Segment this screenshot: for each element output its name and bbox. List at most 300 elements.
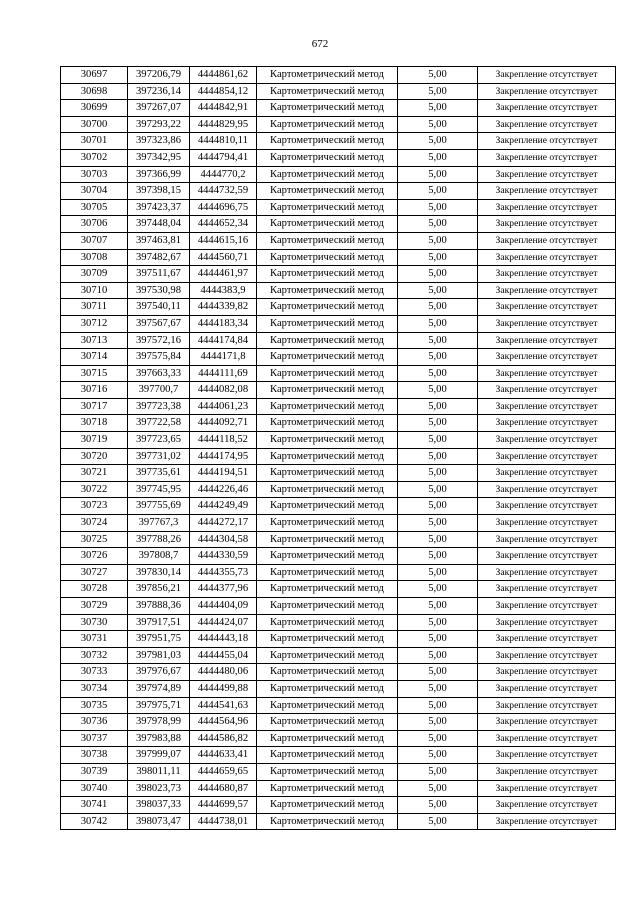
- accuracy-cell: 5,00: [398, 598, 478, 615]
- method-cell: Картометрический метод: [257, 697, 398, 714]
- accuracy-cell: 5,00: [398, 432, 478, 449]
- accuracy-cell: 5,00: [398, 564, 478, 581]
- point-number-cell: 30699: [61, 100, 128, 117]
- method-cell: Картометрический метод: [257, 232, 398, 249]
- x-coordinate-cell: 397511,67: [128, 266, 190, 283]
- method-cell: Картометрический метод: [257, 365, 398, 382]
- point-number-cell: 30709: [61, 266, 128, 283]
- point-number-cell: 30722: [61, 481, 128, 498]
- accuracy-cell: 5,00: [398, 232, 478, 249]
- fixation-cell: Закрепление отсутствует: [478, 266, 616, 283]
- table-row: [61, 448, 616, 465]
- fixation-cell: Закрепление отсутствует: [478, 747, 616, 764]
- x-coordinate-cell: 397917,51: [128, 614, 190, 631]
- accuracy-cell: 5,00: [398, 199, 478, 216]
- accuracy-cell: 5,00: [398, 315, 478, 332]
- point-number-cell: 30718: [61, 415, 128, 432]
- fixation-cell: Закрепление отсутствует: [478, 598, 616, 615]
- point-number-cell: 30705: [61, 199, 128, 216]
- method-cell: Картометрический метод: [257, 515, 398, 532]
- point-number-cell: 30728: [61, 581, 128, 598]
- x-coordinate-cell: 397735,61: [128, 465, 190, 482]
- page-number: 672: [311, 38, 329, 50]
- y-coordinate-cell: 4444404,09: [190, 598, 257, 615]
- table-row: [61, 100, 616, 117]
- y-coordinate-cell: 4444174,95: [190, 448, 257, 465]
- y-coordinate-cell: 4444861,62: [190, 67, 257, 84]
- accuracy-cell: 5,00: [398, 365, 478, 382]
- x-coordinate-cell: 397572,16: [128, 332, 190, 349]
- y-coordinate-cell: 4444794,41: [190, 149, 257, 166]
- x-coordinate-cell: 397975,71: [128, 697, 190, 714]
- table-row: [61, 498, 616, 515]
- method-cell: Картометрический метод: [257, 282, 398, 299]
- table-row: [61, 730, 616, 747]
- fixation-cell: Закрепление отсутствует: [478, 332, 616, 349]
- y-coordinate-cell: 4444355,73: [190, 564, 257, 581]
- x-coordinate-cell: 397267,07: [128, 100, 190, 117]
- method-cell: Картометрический метод: [257, 216, 398, 233]
- fixation-cell: Закрепление отсутствует: [478, 564, 616, 581]
- y-coordinate-cell: 4444652,34: [190, 216, 257, 233]
- y-coordinate-cell: 4444659,65: [190, 763, 257, 780]
- point-number-cell: 30710: [61, 282, 128, 299]
- method-cell: Картометрический метод: [257, 299, 398, 316]
- accuracy-cell: 5,00: [398, 116, 478, 133]
- table-row: [61, 697, 616, 714]
- y-coordinate-cell: 4444111,69: [190, 365, 257, 382]
- x-coordinate-cell: 397398,15: [128, 183, 190, 200]
- y-coordinate-cell: 4444541,63: [190, 697, 257, 714]
- y-coordinate-cell: 4444377,96: [190, 581, 257, 598]
- fixation-cell: Закрепление отсутствует: [478, 631, 616, 648]
- fixation-cell: Закрепление отсутствует: [478, 531, 616, 548]
- fixation-cell: Закрепление отсутствует: [478, 780, 616, 797]
- accuracy-cell: 5,00: [398, 548, 478, 565]
- fixation-cell: Закрепление отсутствует: [478, 415, 616, 432]
- table-row: [61, 780, 616, 797]
- x-coordinate-cell: 397723,65: [128, 432, 190, 449]
- point-number-cell: 30742: [61, 813, 128, 830]
- table-row: [61, 83, 616, 100]
- point-number-cell: 30725: [61, 531, 128, 548]
- y-coordinate-cell: 4444461,97: [190, 266, 257, 283]
- point-number-cell: 30707: [61, 232, 128, 249]
- fixation-cell: Закрепление отсутствует: [478, 299, 616, 316]
- table-row: [61, 349, 616, 366]
- method-cell: Картометрический метод: [257, 133, 398, 150]
- x-coordinate-cell: 397567,67: [128, 315, 190, 332]
- y-coordinate-cell: 4444174,84: [190, 332, 257, 349]
- fixation-cell: Закрепление отсутствует: [478, 133, 616, 150]
- table-row: [61, 365, 616, 382]
- fixation-cell: Закрепление отсутствует: [478, 813, 616, 830]
- point-number-cell: 30711: [61, 299, 128, 316]
- accuracy-cell: 5,00: [398, 382, 478, 399]
- fixation-cell: Закрепление отсутствует: [478, 216, 616, 233]
- fixation-cell: Закрепление отсутствует: [478, 697, 616, 714]
- method-cell: Картометрический метод: [257, 266, 398, 283]
- y-coordinate-cell: 4444171,8: [190, 349, 257, 366]
- point-number-cell: 30723: [61, 498, 128, 515]
- point-number-cell: 30724: [61, 515, 128, 532]
- table-row: [61, 67, 616, 84]
- point-number-cell: 30713: [61, 332, 128, 349]
- method-cell: Картометрический метод: [257, 548, 398, 565]
- table-row: [61, 232, 616, 249]
- x-coordinate-cell: 397723,38: [128, 398, 190, 415]
- y-coordinate-cell: 4444249,49: [190, 498, 257, 515]
- point-number-cell: 30708: [61, 249, 128, 266]
- point-number-cell: 30701: [61, 133, 128, 150]
- x-coordinate-cell: 397323,86: [128, 133, 190, 150]
- table-row: [61, 415, 616, 432]
- fixation-cell: Закрепление отсутствует: [478, 199, 616, 216]
- x-coordinate-cell: 397700,7: [128, 382, 190, 399]
- point-number-cell: 30739: [61, 763, 128, 780]
- method-cell: Картометрический метод: [257, 564, 398, 581]
- accuracy-cell: 5,00: [398, 149, 478, 166]
- x-coordinate-cell: 397530,98: [128, 282, 190, 299]
- accuracy-cell: 5,00: [398, 747, 478, 764]
- y-coordinate-cell: 4444560,71: [190, 249, 257, 266]
- method-cell: Картометрический метод: [257, 797, 398, 814]
- accuracy-cell: 5,00: [398, 299, 478, 316]
- table-row: [61, 382, 616, 399]
- accuracy-cell: 5,00: [398, 730, 478, 747]
- point-number-cell: 30720: [61, 448, 128, 465]
- x-coordinate-cell: 397448,04: [128, 216, 190, 233]
- point-number-cell: 30736: [61, 714, 128, 731]
- y-coordinate-cell: 4444732,59: [190, 183, 257, 200]
- point-number-cell: 30732: [61, 647, 128, 664]
- point-number-cell: 30731: [61, 631, 128, 648]
- table-row: [61, 398, 616, 415]
- x-coordinate-cell: 397951,75: [128, 631, 190, 648]
- y-coordinate-cell: 4444272,17: [190, 515, 257, 532]
- y-coordinate-cell: 4444183,34: [190, 315, 257, 332]
- accuracy-cell: 5,00: [398, 498, 478, 515]
- table-row: [61, 531, 616, 548]
- point-number-cell: 30698: [61, 83, 128, 100]
- accuracy-cell: 5,00: [398, 415, 478, 432]
- y-coordinate-cell: 4444092,71: [190, 415, 257, 432]
- point-number-cell: 30697: [61, 67, 128, 84]
- fixation-cell: Закрепление отсутствует: [478, 282, 616, 299]
- y-coordinate-cell: 4444480,06: [190, 664, 257, 681]
- method-cell: Картометрический метод: [257, 448, 398, 465]
- table-row: [61, 315, 616, 332]
- fixation-cell: Закрепление отсутствует: [478, 67, 616, 84]
- fixation-cell: Закрепление отсутствует: [478, 349, 616, 366]
- method-cell: Картометрический метод: [257, 714, 398, 731]
- method-cell: Картометрический метод: [257, 614, 398, 631]
- x-coordinate-cell: 397888,36: [128, 598, 190, 615]
- method-cell: Картометрический метод: [257, 116, 398, 133]
- y-coordinate-cell: 4444061,23: [190, 398, 257, 415]
- table-row: [61, 581, 616, 598]
- x-coordinate-cell: 397745,95: [128, 481, 190, 498]
- accuracy-cell: 5,00: [398, 515, 478, 532]
- y-coordinate-cell: 4444829,95: [190, 116, 257, 133]
- point-number-cell: 30726: [61, 548, 128, 565]
- y-coordinate-cell: 4444082,08: [190, 382, 257, 399]
- table-row: [61, 631, 616, 648]
- accuracy-cell: 5,00: [398, 581, 478, 598]
- y-coordinate-cell: 4444339,82: [190, 299, 257, 316]
- method-cell: Картометрический метод: [257, 730, 398, 747]
- accuracy-cell: 5,00: [398, 216, 478, 233]
- point-number-cell: 30737: [61, 730, 128, 747]
- x-coordinate-cell: 397342,95: [128, 149, 190, 166]
- method-cell: Картометрический метод: [257, 199, 398, 216]
- method-cell: Картометрический метод: [257, 315, 398, 332]
- x-coordinate-cell: 397463,81: [128, 232, 190, 249]
- fixation-cell: Закрепление отсутствует: [478, 83, 616, 100]
- y-coordinate-cell: 4444810,11: [190, 133, 257, 150]
- fixation-cell: Закрепление отсутствует: [478, 498, 616, 515]
- accuracy-cell: 5,00: [398, 763, 478, 780]
- accuracy-cell: 5,00: [398, 680, 478, 697]
- x-coordinate-cell: 397575,84: [128, 349, 190, 366]
- accuracy-cell: 5,00: [398, 398, 478, 415]
- x-coordinate-cell: 398073,47: [128, 813, 190, 830]
- fixation-cell: Закрепление отсутствует: [478, 183, 616, 200]
- y-coordinate-cell: 4444696,75: [190, 199, 257, 216]
- y-coordinate-cell: 4444443,18: [190, 631, 257, 648]
- fixation-cell: Закрепление отсутствует: [478, 382, 616, 399]
- x-coordinate-cell: 397974,89: [128, 680, 190, 697]
- y-coordinate-cell: 4444738,01: [190, 813, 257, 830]
- x-coordinate-cell: 397540,11: [128, 299, 190, 316]
- accuracy-cell: 5,00: [398, 83, 478, 100]
- method-cell: Картометрический метод: [257, 249, 398, 266]
- method-cell: Картометрический метод: [257, 581, 398, 598]
- method-cell: Картометрический метод: [257, 149, 398, 166]
- y-coordinate-cell: 4444330,59: [190, 548, 257, 565]
- point-number-cell: 30706: [61, 216, 128, 233]
- y-coordinate-cell: 4444304,58: [190, 531, 257, 548]
- table-row: [61, 282, 616, 299]
- y-coordinate-cell: 4444226,46: [190, 481, 257, 498]
- y-coordinate-cell: 4444499,88: [190, 680, 257, 697]
- y-coordinate-cell: 4444842,91: [190, 100, 257, 117]
- y-coordinate-cell: 4444564,96: [190, 714, 257, 731]
- fixation-cell: Закрепление отсутствует: [478, 249, 616, 266]
- accuracy-cell: 5,00: [398, 332, 478, 349]
- point-number-cell: 30729: [61, 598, 128, 615]
- accuracy-cell: 5,00: [398, 100, 478, 117]
- x-coordinate-cell: 397767,3: [128, 515, 190, 532]
- accuracy-cell: 5,00: [398, 249, 478, 266]
- point-number-cell: 30735: [61, 697, 128, 714]
- method-cell: Картометрический метод: [257, 183, 398, 200]
- accuracy-cell: 5,00: [398, 714, 478, 731]
- point-number-cell: 30734: [61, 680, 128, 697]
- x-coordinate-cell: 397236,14: [128, 83, 190, 100]
- method-cell: Картометрический метод: [257, 166, 398, 183]
- x-coordinate-cell: 397722,58: [128, 415, 190, 432]
- table-row: [61, 813, 616, 830]
- fixation-cell: Закрепление отсутствует: [478, 515, 616, 532]
- table-row: [61, 299, 616, 316]
- y-coordinate-cell: 4444118,52: [190, 432, 257, 449]
- y-coordinate-cell: 4444699,57: [190, 797, 257, 814]
- method-cell: Картометрический метод: [257, 432, 398, 449]
- x-coordinate-cell: 397788,26: [128, 531, 190, 548]
- fixation-cell: Закрепление отсутствует: [478, 398, 616, 415]
- accuracy-cell: 5,00: [398, 266, 478, 283]
- table-row: [61, 680, 616, 697]
- table-row: [61, 481, 616, 498]
- table-row: [61, 564, 616, 581]
- x-coordinate-cell: 397293,22: [128, 116, 190, 133]
- x-coordinate-cell: 397808,7: [128, 548, 190, 565]
- table-row: [61, 714, 616, 731]
- y-coordinate-cell: 4444383,9: [190, 282, 257, 299]
- accuracy-cell: 5,00: [398, 813, 478, 830]
- fixation-cell: Закрепление отсутствует: [478, 432, 616, 449]
- point-number-cell: 30714: [61, 349, 128, 366]
- accuracy-cell: 5,00: [398, 67, 478, 84]
- accuracy-cell: 5,00: [398, 166, 478, 183]
- point-number-cell: 30703: [61, 166, 128, 183]
- method-cell: Картометрический метод: [257, 598, 398, 615]
- method-cell: Картометрический метод: [257, 498, 398, 515]
- table-row: [61, 332, 616, 349]
- x-coordinate-cell: 397978,99: [128, 714, 190, 731]
- table-row: [61, 266, 616, 283]
- x-coordinate-cell: 398037,33: [128, 797, 190, 814]
- method-cell: Картометрический метод: [257, 67, 398, 84]
- accuracy-cell: 5,00: [398, 614, 478, 631]
- x-coordinate-cell: 397366,99: [128, 166, 190, 183]
- accuracy-cell: 5,00: [398, 697, 478, 714]
- fixation-cell: Закрепление отсутствует: [478, 548, 616, 565]
- method-cell: Картометрический метод: [257, 465, 398, 482]
- point-number-cell: 30715: [61, 365, 128, 382]
- method-cell: Картометрический метод: [257, 631, 398, 648]
- table-row: [61, 598, 616, 615]
- table-row: [61, 797, 616, 814]
- table-row: [61, 515, 616, 532]
- fixation-cell: Закрепление отсутствует: [478, 232, 616, 249]
- fixation-cell: Закрепление отсутствует: [478, 481, 616, 498]
- point-number-cell: 30702: [61, 149, 128, 166]
- table-row: [61, 216, 616, 233]
- fixation-cell: Закрепление отсутствует: [478, 763, 616, 780]
- x-coordinate-cell: 397206,79: [128, 67, 190, 84]
- point-number-cell: 30721: [61, 465, 128, 482]
- method-cell: Картометрический метод: [257, 332, 398, 349]
- method-cell: Картометрический метод: [257, 382, 398, 399]
- x-coordinate-cell: 398023,73: [128, 780, 190, 797]
- table-row: [61, 166, 616, 183]
- table-row: [61, 149, 616, 166]
- table-row: [61, 432, 616, 449]
- table-row: [61, 465, 616, 482]
- accuracy-cell: 5,00: [398, 133, 478, 150]
- x-coordinate-cell: 398011,11: [128, 763, 190, 780]
- method-cell: Картометрический метод: [257, 398, 398, 415]
- fixation-cell: Закрепление отсутствует: [478, 166, 616, 183]
- y-coordinate-cell: 4444424,07: [190, 614, 257, 631]
- fixation-cell: Закрепление отсутствует: [478, 581, 616, 598]
- accuracy-cell: 5,00: [398, 647, 478, 664]
- table-row: [61, 133, 616, 150]
- accuracy-cell: 5,00: [398, 448, 478, 465]
- accuracy-cell: 5,00: [398, 664, 478, 681]
- method-cell: Картометрический метод: [257, 100, 398, 117]
- fixation-cell: Закрепление отсутствует: [478, 116, 616, 133]
- fixation-cell: Закрепление отсутствует: [478, 797, 616, 814]
- y-coordinate-cell: 4444194,51: [190, 465, 257, 482]
- table-row: [61, 763, 616, 780]
- table-row: [61, 747, 616, 764]
- x-coordinate-cell: 397983,88: [128, 730, 190, 747]
- point-number-cell: 30730: [61, 614, 128, 631]
- x-coordinate-cell: 397423,37: [128, 199, 190, 216]
- y-coordinate-cell: 4444770,2: [190, 166, 257, 183]
- method-cell: Картометрический метод: [257, 813, 398, 830]
- fixation-cell: Закрепление отсутствует: [478, 465, 616, 482]
- table-row: [61, 249, 616, 266]
- table-row: [61, 664, 616, 681]
- accuracy-cell: 5,00: [398, 481, 478, 498]
- accuracy-cell: 5,00: [398, 282, 478, 299]
- y-coordinate-cell: 4444586,82: [190, 730, 257, 747]
- x-coordinate-cell: 397731,02: [128, 448, 190, 465]
- fixation-cell: Закрепление отсутствует: [478, 614, 616, 631]
- fixation-cell: Закрепление отсутствует: [478, 647, 616, 664]
- point-number-cell: 30712: [61, 315, 128, 332]
- x-coordinate-cell: 397755,69: [128, 498, 190, 515]
- fixation-cell: Закрепление отсутствует: [478, 100, 616, 117]
- method-cell: Картометрический метод: [257, 780, 398, 797]
- y-coordinate-cell: 4444680,87: [190, 780, 257, 797]
- fixation-cell: Закрепление отсутствует: [478, 664, 616, 681]
- coordinates-table-body: [61, 67, 616, 830]
- point-number-cell: 30716: [61, 382, 128, 399]
- method-cell: Картометрический метод: [257, 680, 398, 697]
- point-number-cell: 30704: [61, 183, 128, 200]
- coordinates-table: [60, 66, 616, 830]
- x-coordinate-cell: 397981,03: [128, 647, 190, 664]
- method-cell: Картометрический метод: [257, 481, 398, 498]
- accuracy-cell: 5,00: [398, 631, 478, 648]
- method-cell: Картометрический метод: [257, 763, 398, 780]
- accuracy-cell: 5,00: [398, 465, 478, 482]
- point-number-cell: 30738: [61, 747, 128, 764]
- fixation-cell: Закрепление отсутствует: [478, 365, 616, 382]
- table-row: [61, 647, 616, 664]
- accuracy-cell: 5,00: [398, 183, 478, 200]
- point-number-cell: 30719: [61, 432, 128, 449]
- accuracy-cell: 5,00: [398, 349, 478, 366]
- table-row: [61, 548, 616, 565]
- point-number-cell: 30741: [61, 797, 128, 814]
- method-cell: Картометрический метод: [257, 83, 398, 100]
- accuracy-cell: 5,00: [398, 797, 478, 814]
- method-cell: Картометрический метод: [257, 664, 398, 681]
- table-row: [61, 199, 616, 216]
- method-cell: Картометрический метод: [257, 349, 398, 366]
- method-cell: Картометрический метод: [257, 747, 398, 764]
- y-coordinate-cell: 4444455,04: [190, 647, 257, 664]
- point-number-cell: 30717: [61, 398, 128, 415]
- point-number-cell: 30727: [61, 564, 128, 581]
- fixation-cell: Закрепление отсутствует: [478, 714, 616, 731]
